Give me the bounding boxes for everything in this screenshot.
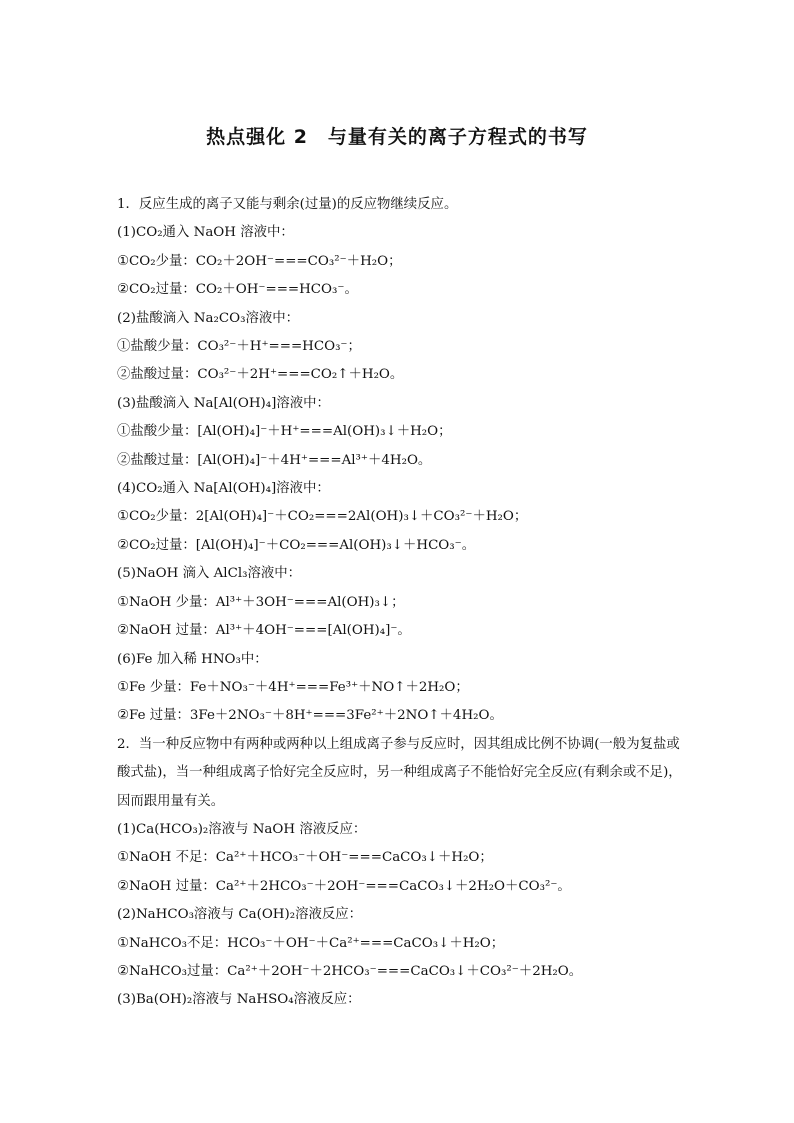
equation-line: ②Fe 过量：3Fe＋2NO₃⁻＋8H⁺===3Fe²⁺＋2NO↑＋4H₂O。 [117, 708, 503, 724]
equation-line: ①盐酸少量：CO₃²⁻＋H⁺===HCO₃⁻； [117, 339, 361, 355]
case-4-heading: (4)CO₂通入 Na[Al(OH)₄]溶液中： [117, 481, 330, 497]
equation-line: ②NaOH 过量：Ca²⁺＋2HCO₃⁻＋2OH⁻===CaCO₃↓＋2H₂O＋CO₃²⁻。 [117, 878, 571, 894]
case-2-heading: (2)盐酸滴入 Na₂CO₃溶液中： [117, 310, 300, 326]
case-5-heading: (5)NaOH 滴入 AlCl₃溶液中： [117, 566, 302, 582]
equation-line: ①NaHCO₃不足：HCO₃⁻＋OH⁻＋Ca²⁺===CaCO₃↓＋H₂O； [117, 935, 505, 951]
equation-line: ②CO₂过量：CO₂＋OH⁻===HCO₃⁻。 [117, 282, 358, 298]
case-3-heading: (3)盐酸滴入 Na[Al(OH)₄]溶液中： [117, 395, 330, 411]
equation-line: ②盐酸过量：CO₃²⁻＋2H⁺===CO₂↑＋H₂O。 [117, 367, 404, 383]
section-1-heading: 1．反应生成的离子又能与剩余(过量)的反应物继续反应。 [117, 197, 458, 212]
equation-line: ①CO₂少量：CO₂＋2OH⁻===CO₃²⁻＋H₂O； [117, 253, 402, 269]
equation-line: ①NaOH 不足：Ca²⁺＋HCO₃⁻＋OH⁻===CaCO₃↓＋H₂O； [117, 850, 493, 866]
equation-line: ②NaOH 过量：Al³⁺＋4OH⁻===[Al(OH)₄]⁻。 [117, 623, 411, 639]
equation-line: ①CO₂少量：2[Al(OH)₄]⁻＋CO₂===2Al(OH)₃↓＋CO₃²⁻＋H₂O； [117, 509, 528, 525]
section-2-paragraph: 2．当一种反应物中有两种或两种以上组成离子参与反应时，因其组成比例不协调(一般为复盐或酸式盐)，当一种组成离子恰好完全反应时，另一种组成离子不能恰好完全反应(有剩余或不足)，因而跟用量有关。 [117, 736, 682, 809]
equation-line: ①Fe 少量：Fe＋NO₃⁻＋4H⁺===Fe³⁺＋NO↑＋2H₂O； [117, 679, 469, 695]
page-title: 热点强化 2 与量有关的离子方程式的书写 [206, 126, 588, 148]
equation-line: ②CO₂过量：[Al(OH)₄]⁻＋CO₂===Al(OH)₃↓＋HCO₃⁻。 [117, 537, 476, 553]
equation-line: ②盐酸过量：[Al(OH)₄]⁻＋4H⁺===Al³⁺＋4H₂O。 [117, 452, 432, 468]
case-1-heading: (1)CO₂通入 NaOH 溶液中： [117, 225, 294, 241]
case-2-2-heading: (2)NaHCO₃溶液与 Ca(OH)₂溶液反应： [117, 907, 363, 923]
case-2-3-heading: (3)Ba(OH)₂溶液与 NaHSO₄溶液反应： [117, 992, 361, 1008]
case-6-heading: (6)Fe 加入稀 HNO₃中： [117, 651, 268, 667]
case-2-1-heading: (1)Ca(HCO₃)₂溶液与 NaOH 溶液反应： [117, 821, 367, 837]
equation-line: ②NaHCO₃过量：Ca²⁺＋2OH⁻＋2HCO₃⁻===CaCO₃↓＋CO₃²⁻＋2H₂O。 [117, 963, 583, 979]
document-body [117, 191, 682, 1015]
equation-line: ①NaOH 少量：Al³⁺＋3OH⁻===Al(OH)₃↓； [117, 594, 405, 610]
equation-line: ①盐酸少量：[Al(OH)₄]⁻＋H⁺===Al(OH)₃↓＋H₂O； [117, 424, 452, 440]
